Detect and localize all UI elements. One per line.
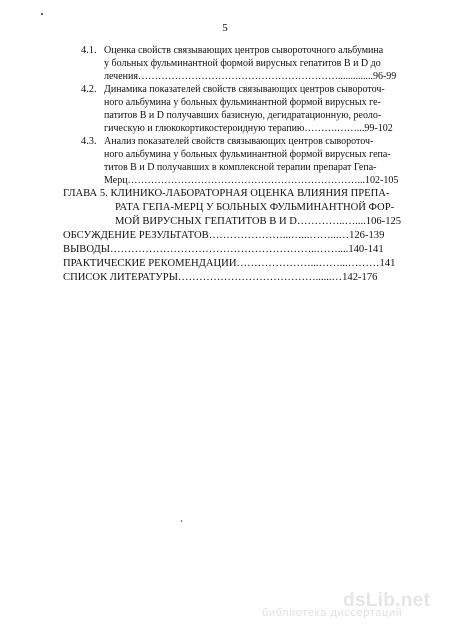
toc-entry-4-1-line-2: у больных фульминантной формой вирусных гепатитов В и D до (104, 58, 381, 69)
toc-chapter-5-line-3: МОЙ ВИРУСНЫХ ГЕПАТИТОВ В И D…………..…....106-125 (115, 216, 402, 227)
toc-entry-4-3-line-3: титов В и D получавших в комплексной терапии препарат Гепа- (104, 162, 377, 173)
toc-entry-4-3-line-2: ного альбумина у больных фульминантной формой вирусных гепа- (104, 149, 391, 160)
toc-chapter-5-line-2: РАТА ГЕПА-МЕРЦ У БОЛЬНЫХ ФУЛЬМИНАНТНОЙ ФОР- (115, 202, 395, 213)
toc-entry-4-3-line-1: Анализ показателей свойств связывающих центров сывороточ- (104, 136, 374, 147)
watermark-logo: dsLib.net (343, 590, 431, 611)
toc-entry-4-1-line-1: Оценка свойств связывающих центров сывороточного альбумина (104, 45, 384, 56)
page-number: 5 (222, 22, 228, 34)
scan-speck (41, 13, 43, 15)
toc-entry-references: СПИСОК ЛИТЕРАТУРЫ…………………………………......…142-176 (63, 272, 378, 283)
toc-entry-4-1-number: 4.1. (81, 45, 97, 56)
watermark-tagline: библиотека диссертаций (262, 607, 403, 619)
toc-entry-4-3-number: 4.3. (81, 136, 97, 147)
toc-entry-4-2-line-3: патитов В и D получавших базисную, дегидратационную, реоло- (104, 110, 382, 121)
toc-entry-conclusions: ВЫВОДЫ…………………………………………………..……....140-141 (63, 244, 384, 255)
toc-chapter-5-line-1: ГЛАВА 5. КЛИНИКО-ЛАБОРАТОРНАЯ ОЦЕНКА ВЛИЯНИЯ ПРЕПА- (63, 188, 390, 199)
toc-entry-4-1-line-3: лечения……………………………………………………..............96-99 (104, 71, 397, 82)
toc-entry-4-2-line-2: ного альбумина у больных фульминантной формой вирусных ге- (104, 97, 381, 108)
toc-entry-4-2-line-4: гическую и глюкокортикостероидную терапию……….……...99-102 (104, 123, 393, 134)
toc-entry-recommendations: ПРАКТИЧЕСКИЕ РЕКОМЕНДАЦИИ…………………...……...………141 (63, 258, 396, 269)
scan-speck (181, 520, 182, 522)
toc-entry-4-2-line-1: Динамика показателей свойств связывающих центров сывороточ- (104, 84, 385, 95)
toc-entry-4-3-line-4: Мерц……………………………………………………………...102-105 (104, 175, 399, 186)
toc-entry-4-2-number: 4.2. (81, 84, 97, 95)
toc-entry-discussion: ОБСУЖДЕНИЕ РЕЗУЛЬТАТОВ…………………...…...……...…126-139 (63, 230, 385, 241)
